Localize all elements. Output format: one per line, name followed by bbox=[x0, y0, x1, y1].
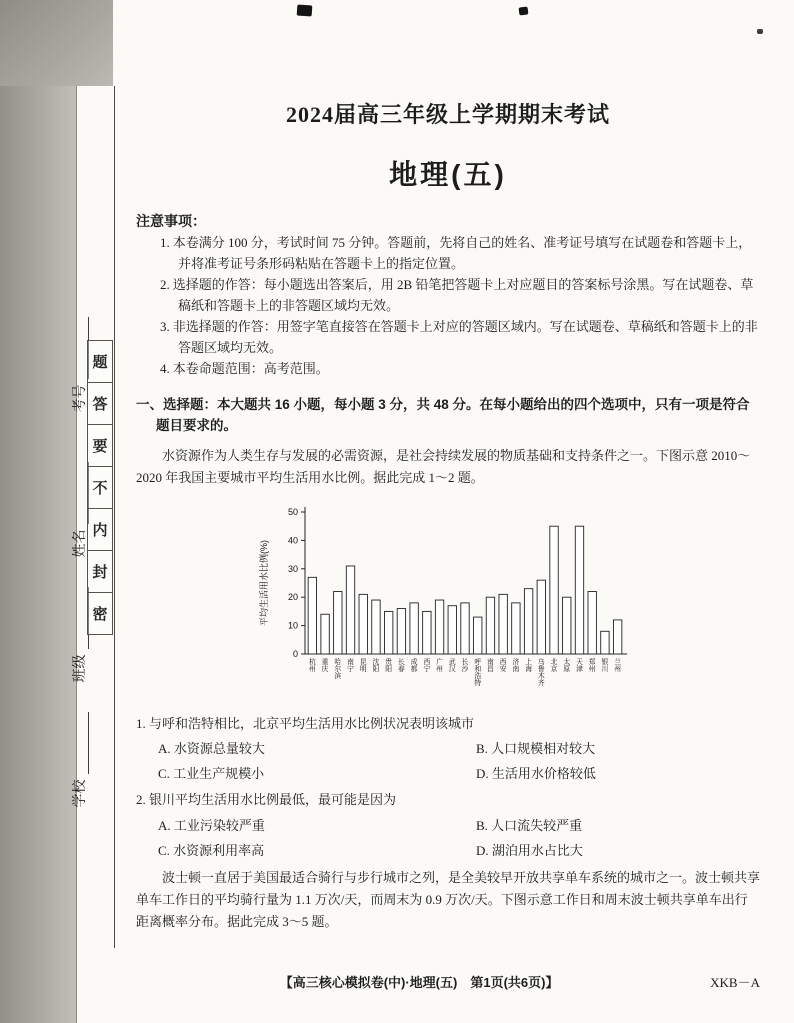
option-d: D. 生活用水价格较低 bbox=[476, 766, 596, 782]
seal-line-char: 封 bbox=[87, 550, 113, 593]
question-number: 2. bbox=[136, 792, 146, 808]
options-grid bbox=[158, 738, 760, 782]
svg-text:杭州: 杭州 bbox=[308, 658, 316, 673]
footer-booklet-info: 【高三核心模拟卷(中)·地理(五) 第1页(共6页)】 bbox=[279, 975, 559, 990]
notice-item-number: 1. bbox=[160, 235, 170, 250]
notice-item-4 bbox=[160, 359, 760, 380]
svg-text:哈尔滨: 哈尔滨 bbox=[334, 658, 342, 680]
option-c: C. 水资源利用率高 bbox=[158, 842, 265, 858]
option-c: C. 工业生产规模小 bbox=[158, 766, 265, 782]
seal-field-label: 学校 bbox=[73, 779, 88, 808]
water-usage-bar-chart-svg bbox=[253, 498, 643, 706]
seal-field-label: 考号 bbox=[73, 384, 88, 413]
scan-artifact bbox=[297, 4, 313, 16]
svg-text:平均生活用水比例(%): 平均生活用水比例(%) bbox=[259, 539, 269, 626]
question-2 bbox=[136, 790, 760, 859]
svg-text:天津: 天津 bbox=[576, 658, 583, 673]
question-stem bbox=[136, 790, 760, 810]
scan-artifact bbox=[519, 6, 529, 15]
notice-item-text: 本卷命题范围：高考范围。 bbox=[172, 361, 329, 377]
scan-artifact bbox=[757, 29, 763, 34]
option-a: A. 水资源总量较大 bbox=[158, 741, 265, 757]
option-b: B. 人口流失较严重 bbox=[476, 817, 583, 833]
svg-text:40: 40 bbox=[287, 535, 298, 546]
seal-line-char: 题 bbox=[87, 340, 113, 383]
svg-text:0: 0 bbox=[292, 648, 298, 659]
question-stem bbox=[136, 714, 760, 734]
svg-text:10: 10 bbox=[287, 620, 298, 631]
svg-text:昆明: 昆明 bbox=[359, 658, 367, 673]
svg-text:20: 20 bbox=[287, 591, 298, 602]
svg-text:郑州: 郑州 bbox=[588, 658, 596, 673]
seal-field-school bbox=[71, 685, 89, 835]
svg-text:50: 50 bbox=[287, 506, 298, 517]
notice-item-number: 3. bbox=[160, 319, 170, 335]
seal-line-char: 要 bbox=[87, 424, 113, 467]
svg-text:武汉: 武汉 bbox=[448, 658, 456, 673]
question-text: 与呼和浩特相比，北京平均生活用水比例状况表明该城市 bbox=[149, 715, 475, 731]
notice-item-number: 2. bbox=[160, 277, 170, 293]
scan-background-topleft bbox=[0, 0, 113, 86]
stimulus-paragraph-water: 水资源作为人类生存与发展的必需资源，是社会持续发展的物质基础和支持条件之一。下图示意 2010～2020 年我国主要城市平均生活用水比例。据此完成 1～2 题。 bbox=[136, 447, 751, 486]
bar-chart bbox=[253, 498, 643, 706]
option-d: D. 湖泊用水占比大 bbox=[476, 842, 583, 858]
notice-heading: 注意事项： bbox=[136, 213, 206, 229]
svg-text:济南: 济南 bbox=[512, 658, 520, 673]
seal-line-char: 密 bbox=[87, 592, 113, 635]
svg-text:长沙: 长沙 bbox=[461, 658, 469, 673]
notice-item-1 bbox=[160, 233, 760, 274]
scan-background-left bbox=[0, 0, 77, 1023]
svg-text:重庆: 重庆 bbox=[321, 658, 329, 673]
footer-code: XKB－A bbox=[710, 975, 760, 990]
svg-text:太原: 太原 bbox=[563, 658, 571, 673]
notice-item-text: 非选择题的作答：用签字笔直接答在答题卡上对应的答题区域内。写在试题卷、草稿纸和答题卡上的非答题区域均无效。 bbox=[172, 319, 758, 355]
seal-warning-column bbox=[87, 341, 113, 635]
exam-title: 2024届高三年级上学期期末考试 bbox=[285, 102, 610, 127]
option-a: A. 工业污染较严重 bbox=[158, 817, 265, 833]
svg-text:长春: 长春 bbox=[398, 658, 405, 673]
section-heading-multiple-choice: 一、选择题：本大题共 16 小题，每小题 3 分，共 48 分。在每小题给出的四个选项中，只有一项是符合题目要求的。 bbox=[136, 396, 750, 434]
options-grid bbox=[158, 815, 760, 859]
seal-field-label: 姓名 bbox=[73, 529, 88, 558]
question-text: 银川平均生活用水比例最低，最可能是因为 bbox=[149, 792, 397, 808]
svg-text:成都: 成都 bbox=[410, 658, 418, 673]
svg-text:银川: 银川 bbox=[601, 658, 609, 673]
svg-text:南昌: 南昌 bbox=[487, 658, 494, 673]
notice-item-3 bbox=[160, 317, 760, 358]
seal-line-char: 内 bbox=[87, 508, 113, 551]
notice-item-number: 4. bbox=[160, 361, 170, 377]
seal-line-char: 不 bbox=[87, 466, 113, 509]
exam-content bbox=[136, 92, 760, 934]
svg-text:沈阳: 沈阳 bbox=[372, 658, 380, 673]
svg-text:北京: 北京 bbox=[550, 658, 558, 673]
svg-text:乌鲁木齐: 乌鲁木齐 bbox=[537, 658, 545, 687]
svg-text:30: 30 bbox=[287, 563, 298, 574]
svg-text:西安: 西安 bbox=[499, 658, 507, 673]
seal-line-char: 答 bbox=[87, 382, 113, 425]
seal-divider-line bbox=[114, 86, 115, 948]
page-footer bbox=[136, 972, 760, 991]
question-1 bbox=[136, 714, 760, 783]
question-number: 1. bbox=[136, 715, 146, 731]
write-in-blank bbox=[74, 713, 89, 775]
option-b: B. 人口规模相对较大 bbox=[476, 741, 596, 757]
svg-text:西宁: 西宁 bbox=[423, 658, 431, 673]
notice-item-text: 本卷满分 100 分，考试时间 75 分钟。答题前，先将自己的姓名、准考证号填写在试题卷和答题卡上，并将准考证号条形码粘贴在答题卡上的指定位置。 bbox=[172, 235, 752, 271]
exam-subject: 地理(五) bbox=[389, 159, 507, 190]
svg-text:贵阳: 贵阳 bbox=[385, 658, 393, 673]
notice-item-text: 选择题的作答：每小题选出答案后，用 2B 铅笔把答题卡上对应题目的答案标号涂黑。写在试题卷、草稿纸和答题卡上的非答题区域均无效。 bbox=[172, 277, 754, 313]
seal-field-label: 班级 bbox=[73, 654, 88, 683]
svg-text:呼和浩特: 呼和浩特 bbox=[474, 658, 482, 687]
svg-text:兰州: 兰州 bbox=[614, 658, 622, 673]
svg-text:南宁: 南宁 bbox=[347, 658, 354, 673]
svg-text:上海: 上海 bbox=[525, 658, 532, 673]
notice-item-2 bbox=[160, 275, 760, 316]
water-usage-chart-figure bbox=[253, 498, 643, 706]
stimulus-paragraph-boston: 波士顿一直居于美国最适合骑行与步行城市之列，是全美较早开放共享单车系统的城市之一。波士顿共享单车工作日的平均骑行量为 1.1 万次/天，而周末为 0.9 万次/天。下图示意工作日和周末波士顿共享单车出行距离概率分布。据此完成 3～5 题。 bbox=[136, 869, 761, 930]
svg-text:广州: 广州 bbox=[436, 658, 443, 673]
